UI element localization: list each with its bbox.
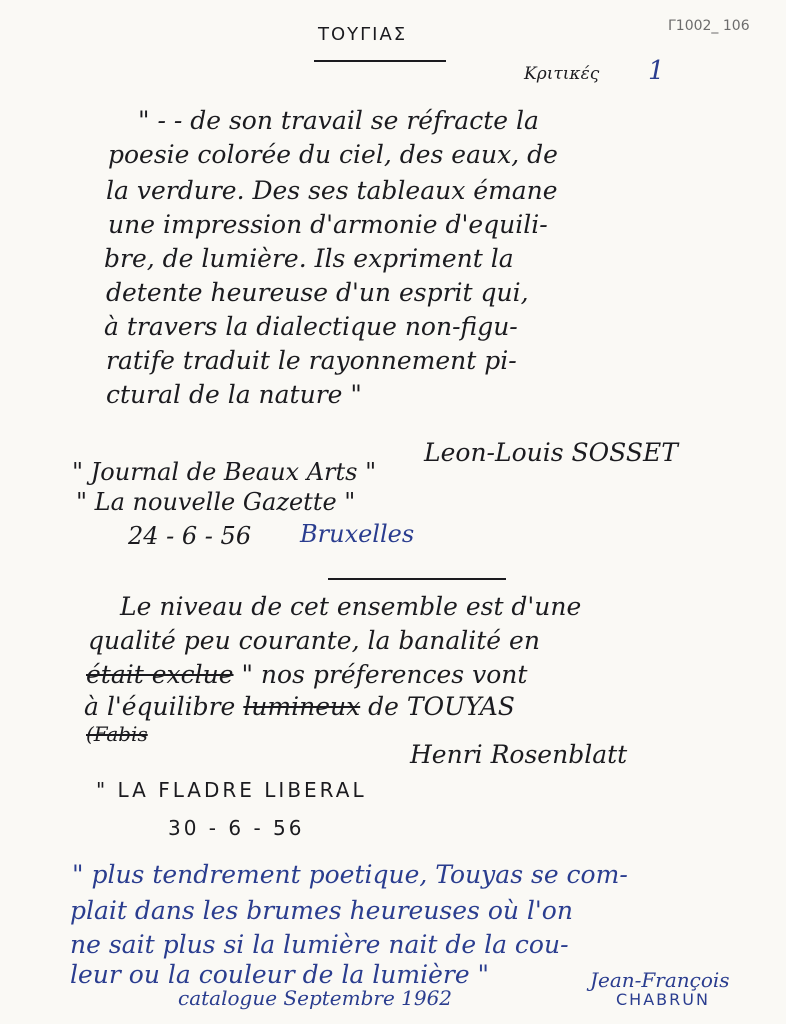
review-line: la verdure. Des ses tableaux émane [106,176,558,205]
review-source: " Journal de Beaux Arts " [72,458,377,486]
review-date: 30 - 6 - 56 [168,816,305,840]
review-line: detente heureuse d'un esprit qui, [106,278,529,307]
review-line: " - - de son travail se réfracte la [138,106,539,135]
review-line: qualité peu courante, la banalité en [88,626,540,655]
review-line: poesie colorée du ciel, des eaux, de [108,140,558,169]
page-title: ΤΟΥΓΙΑΣ [318,24,408,45]
review-source: " LA FLADRE LIBERAL [96,778,367,802]
review-line: ne sait plus si la lumière nait de la cou- [70,930,569,959]
struck-word: lumineux [243,692,361,721]
review-line: leur ou la couleur de la lumière " [70,960,490,989]
review-source: catalogue Septembre 1962 [178,986,453,1010]
review-line: bre, de lumière. Ils expriment la [104,244,514,273]
review-line-start: à l'équilibre [84,692,236,721]
review-line: plait dans les brumes heureuses où l'on [70,896,573,925]
struck-text: était exclue [86,660,234,689]
review-line [84,694,515,719]
critics-number: 1 [648,56,665,86]
review-author: Henri Rosenblatt [410,740,628,769]
review-line: à travers la dialectique non-figu- [104,312,518,341]
review-author-last: CHABRUN [616,990,710,1009]
review-line: " plus tendrement poetique, Touyas se com- [72,860,628,889]
review-line: une impression d'armonie d'equili- [108,210,548,239]
review-date: 24 - 6 - 56 [128,522,252,550]
review-line [86,662,527,687]
title-underline [314,60,446,62]
review-author: Leon-Louis SOSSET [424,438,678,467]
review-city: Bruxelles [300,520,415,548]
review-line: Le niveau de cet ensemble est d'une [120,592,582,621]
review-line: ratife traduit le rayonnement pi- [106,346,517,375]
critics-label: Κριτικές [524,64,600,84]
struck-word: (Fabis [86,722,148,746]
review-author-first: Jean-François [590,968,730,992]
review-line-rest: " nos préferences vont [241,660,528,689]
archive-code: Γ1002_ 106 [668,18,750,34]
section-divider [328,578,506,580]
review-line: ctural de la nature " [106,380,362,409]
review-line-end: de TOUYAS [368,692,515,721]
review-source: " La nouvelle Gazette " [76,488,356,516]
